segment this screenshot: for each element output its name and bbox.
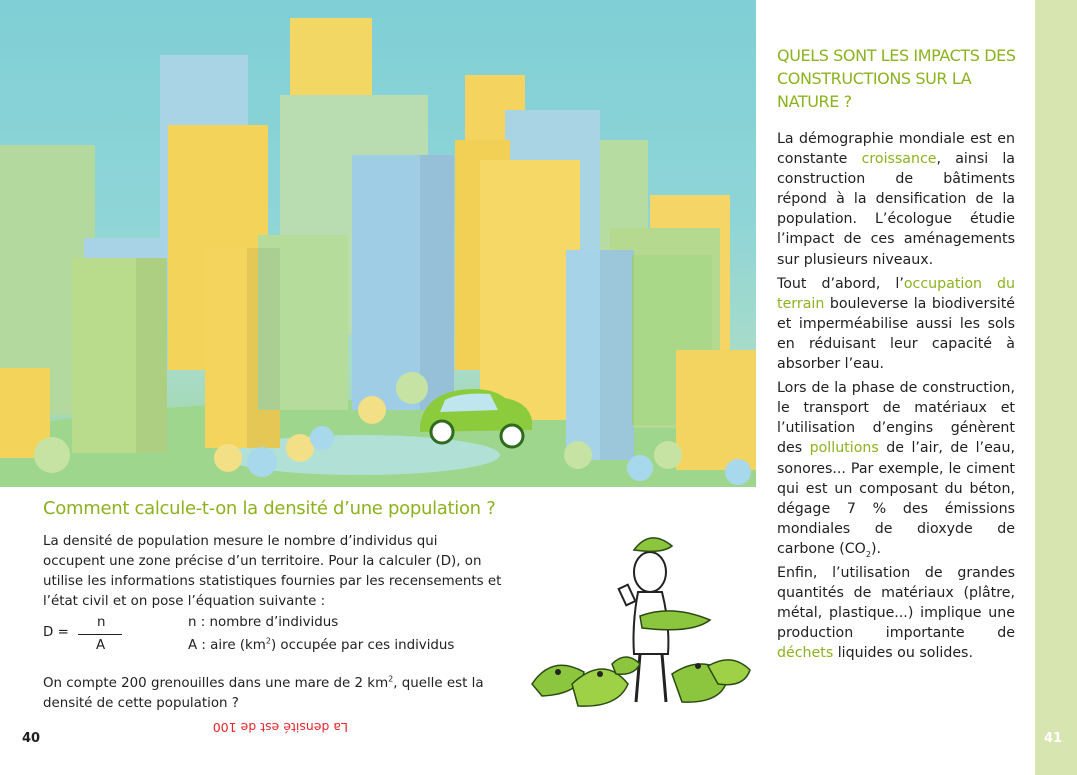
- definition-a-text-end: ) occupée par ces individus: [270, 638, 455, 653]
- frog-drawing: [522, 524, 754, 720]
- definition-a-exponent: 2: [265, 636, 271, 646]
- density-formula: [43, 614, 513, 662]
- definition-a-text: A : aire (km: [188, 638, 266, 653]
- keyword-croissance: croissance: [861, 151, 937, 168]
- formula-lhs: D =: [43, 625, 69, 640]
- question-text-end: , quelle est la densité de cette population ?: [43, 676, 484, 711]
- paragraph-4: [777, 563, 1015, 663]
- formula-numerator: n: [97, 615, 106, 630]
- paragraph-3: [777, 378, 1015, 559]
- article-body: [777, 129, 1015, 667]
- frogs-illustration: [522, 524, 754, 720]
- page-number-left: 40: [22, 731, 41, 746]
- paragraph-4-text: Enfin, l’utilisation de grandes quantités de matériaux (plâtre, métal, plastique...) implique une production importante de: [777, 564, 1015, 642]
- keyword-dechets: déchets: [777, 645, 834, 662]
- page-number-right: 41: [1044, 731, 1063, 746]
- box-title: Comment calcule-t-on la densité d’une population ?: [43, 498, 496, 519]
- keyword-occupation: occupation du terrain: [777, 275, 1015, 312]
- paragraph-3-text-end: ).: [870, 540, 881, 557]
- paragraph-2: [777, 274, 1015, 374]
- question-text: On compte 200 grenouilles dans une mare de 2 km: [43, 676, 389, 691]
- paragraph-2-text-end: bouleverse la biodiversité et imperméabilise aussi les sols en réduisant leur capacité à absorber l’eau.: [777, 295, 1015, 373]
- photo-illustration: [0, 0, 756, 487]
- question: [43, 674, 503, 714]
- box-body: La densité de population mesure le nombre d’individus qui occupent une zone précise d’un territoire. Pour la calculer (D), on utilise les informations statistiques fournies par les recensements et l’état civil et on pose l’équation suivante :: [43, 534, 502, 609]
- definition-a: [188, 638, 454, 653]
- paragraph-1-text: La démographie mondiale est en constante: [777, 131, 1015, 168]
- upside-down-answer: La densité est de 100: [212, 720, 348, 735]
- keyword-pollutions: pollutions: [809, 440, 879, 457]
- paragraph-3-text-mid: de l’air, de l’eau, sonores... Par exemple, le ciment qui est un composant du béton, dégage 7 % des émissions mondiales de dioxyde de carbone (CO: [777, 440, 1015, 557]
- side-strip: [1035, 0, 1077, 775]
- co2-subscript: 2: [865, 549, 871, 559]
- paragraph-4-text-end: liquides ou solides.: [833, 645, 973, 662]
- section-title: QUELS SONT LES IMPACTS DES CONSTRUCTIONS SUR LA NATURE ?: [777, 46, 1016, 111]
- formula-denominator: A: [96, 638, 106, 653]
- paragraph-3-text: Lors de la phase de construction, le transport de matériaux et l’utilisation d’engins génèrent des: [777, 380, 1015, 457]
- definition-n: n : nombre d’individus: [188, 615, 339, 630]
- fraction-bar: [78, 634, 122, 635]
- paragraph-2-text: Tout d’abord, l’: [777, 275, 904, 292]
- photo-blocks-city: [0, 0, 756, 487]
- paragraph-1: [777, 129, 1015, 270]
- question-exponent: 2: [388, 674, 394, 684]
- paragraph-1-text-end: , ainsi la construction de bâtiments répond à la densification de la population. L’écologue étudie l’impact de ces aménagements sur plusieurs niveaux.: [777, 151, 1015, 268]
